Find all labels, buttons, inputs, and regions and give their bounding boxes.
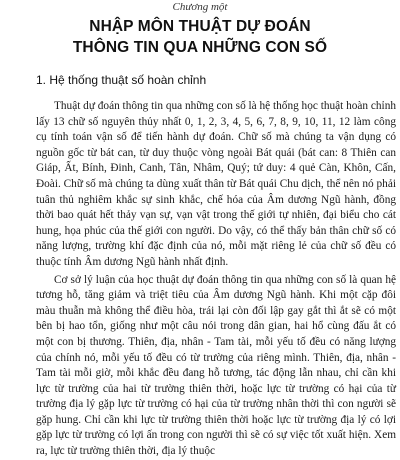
chapter-title-line-2: THÔNG TIN QUA NHỮNG CON SỐ [72,39,328,56]
chapter-title-line-1: NHẬP MÔN THUẬT DỰ ĐOÁN [89,18,311,35]
paragraph-1: Thuật dự đoán thông tin qua những con số là hệ thống học thuật hoàn chỉnh lấy 13 chữ số nguyên thủy nhất 0, 1, 2, 3, 4, 5, 6, 7, 8, 9, 10, 11, 12 làm công cụ tính toán vận số để tiến hành dự đoán. Chữ số mà chúng ta vận dụng có nguồn gốc từ bát can, từ duy thuộc vòng ngoài Bát quái (bát can: 8 Thiên can Giáp, Ất, Bính, Đinh, Canh, Tân, Nhâm, Quý; tứ duy: 4 quẻ Càn, Khôn, Cấn, Đoài. Chữ số mà chúng ta dùng xuất thân từ Bát quái Chu dịch, thể nên nó phải tuân thủ nghiêm khắc sự sinh khắc, chế hóa của Âm dương Ngũ hành, đồng thời bao quát hết thảy vạn sự, vạn vật trong thế giới tự nhiên, đại biểu cho cát hung, họa phúc của thế giới con người. Do vậy, có thể thấy bản thân chữ số có năng lượng, trường khí đặc định của nó, mỗi mặt riêng lẻ của chữ số đều có thuộc tính Âm dương Ngũ hành nhất định. [36,100,396,268]
paragraph-2: Cơ sở lý luận của học thuật dự đoán thông tin qua những con số là quan hệ tương hỗ, tăng giảm và triệt tiêu của Âm dương Ngũ hành. Khi một cặp đôi màu thuẫn mà không thể điều hòa, trái lại còn đối lập gay gắt thì ắt sẽ có một bên bị hao tổn, giống như một câu nói trong dân gian, hai hổ cùng đấu ắt có một con bị thương. Thiên, địa, nhân - Tam tài, mỗi yếu tố đều có năng lượng của chính nó, mỗi yếu tố đều có từ trường của riêng mình. Thiên, địa, nhân - Tam tài mỗi giờ, mỗi khắc đều đang hỗ tương, tác động lẫn nhau, chỉ cần khi lực từ trường của hai từ trường thiên thời, hoặc lực từ trường có hại của từ trường địa lý gặp lực từ trường có hại của từ trường nhân thời thì con người sẽ gặp hung. Chỉ cần khi lực từ trường thiên thời hoặc lực từ trường địa lý có lợi gặp lực từ trường có lợi ấn trong con người thì sẽ có sự việc tốt xuất hiện. Xem ra, lực từ trường thiên thời, địa lý thuộc [36,273,396,458]
section-heading: 1. Hệ thống thuật số hoàn chỉnh [36,73,207,87]
body-text [36,99,396,460]
chapter-label: Chương một [172,1,228,13]
